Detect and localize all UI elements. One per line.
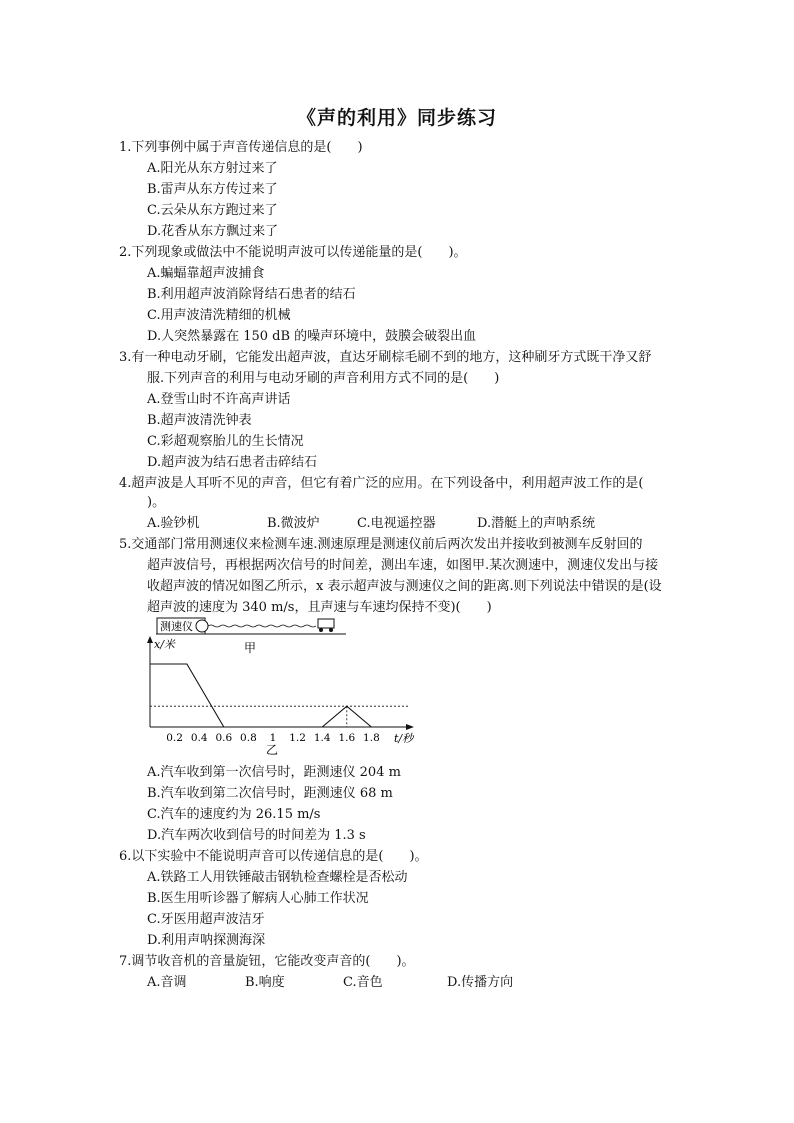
x-tick-label: 0.4 (190, 732, 208, 744)
device-label: 测速仪 (160, 620, 193, 633)
q6-option-d: D.利用声呐探测海深 (147, 933, 266, 948)
sound-wave (208, 625, 316, 627)
x-tick-label: 1.2 (289, 732, 306, 744)
car-body (318, 619, 334, 628)
q1-option-a: A.阳光从东方射过来了 (147, 161, 278, 176)
q7-option-a: A.音调 (147, 975, 187, 990)
q2-option-d: D.人突然暴露在 150 dB 的噪声环境中，鼓膜会破裂出血 (147, 329, 477, 344)
q7-options-row (147, 973, 567, 993)
car-wheel-front (329, 628, 333, 632)
q1-option-c: C.云朵从东方跑过来了 (147, 203, 278, 218)
figure-b-label: 乙 (266, 743, 279, 757)
question-5-stem: 5.交通部门常用测速仪来检测车速.测速原理是测速仪前后两次发出并接收到被测车反射回的 (119, 537, 643, 552)
x-tick-label: 0.2 (166, 732, 183, 744)
q4-option-b: B.微波炉 (267, 516, 320, 531)
question-3-stem-cont: 服.下列声音的利用与电动牙刷的声音利用方式不同的是( ) (147, 371, 500, 386)
q5-option-b: B.汽车收到第二次信号时，距测速仪 68 m (147, 786, 393, 801)
q7-option-b: B.响度 (245, 975, 285, 990)
question-4-stem-cont: )。 (147, 495, 166, 510)
q6-option-c: C.牙医用超声波洁牙 (147, 912, 265, 927)
x-tick-label: 1.6 (338, 732, 356, 744)
question-5-stem-line-2: 超声波信号，再根据两次信号的时间差，测出车速，如图甲.某次测速中，测速仪发出与接 (147, 558, 659, 573)
distance-time-line (150, 664, 371, 727)
x-axis-arrow (406, 724, 414, 730)
q6-option-b: B.医生用听诊器了解病人心肺工作状况 (147, 891, 369, 906)
question-3-stem: 3.有一种电动牙刷，它能发出超声波，直达牙刷棕毛刷不到的地方，这种刷牙方式既干净又舒 (119, 350, 652, 365)
q4-options-row (147, 514, 707, 534)
q2-option-a: A.蝙蝠靠超声波捕食 (147, 266, 265, 281)
q3-option-b: B.超声波清洗钟表 (147, 413, 252, 428)
page-title: 《声的利用》同步练习 (296, 107, 497, 129)
x-tick-label: 1 (269, 732, 277, 744)
car-wheel-rear (319, 628, 323, 632)
question-5-stem-line-3: 收超声波的情况如图乙所示，x 表示超声波与测速仪之间的距离.则下列说法中错误的是(设 (147, 579, 662, 594)
q3-option-c: C.彩超观察胎儿的生长情况 (147, 434, 304, 449)
x-axis-label: t/秒 (394, 732, 414, 745)
q4-option-d: D.潜艇上的声呐系统 (477, 516, 596, 531)
q7-option-c: C.音色 (343, 975, 383, 990)
q5-option-d: D.汽车两次收到信号的时间差为 1.3 s (147, 828, 366, 843)
figure-b-chart (140, 636, 430, 760)
q5-option-c: C.汽车的速度约为 26.15 m/s (147, 807, 321, 822)
q6-option-a: A.铁路工人用铁锤敲击钢轨检查螺栓是否松动 (147, 870, 408, 885)
x-tick-label: 1.8 (363, 732, 380, 744)
q3-option-d: D.超声波为结石患者击碎结石 (147, 455, 318, 470)
question-2-stem: 2.下列现象或做法中不能说明声波可以传递能量的是( )。 (119, 245, 467, 260)
x-tick-label: 1.4 (313, 732, 331, 744)
q1-option-b: B.雷声从东方传过来了 (147, 182, 278, 197)
q1-option-d: D.花香从东方飘过来了 (147, 224, 279, 239)
question-7-stem: 7.调节收音机的音量旋钮，它能改变声音的( )。 (119, 954, 415, 969)
q4-option-c: C.电视遥控器 (357, 516, 436, 531)
question-5-stem-line-4: 超声波的速度为 340 m/s，且声速与车速均保持不变)( ) (147, 600, 492, 615)
x-tick-label: 0.6 (215, 732, 233, 744)
question-1-stem: 1.下列事例中属于声音传递信息的是( ) (119, 140, 363, 155)
q7-option-d: D.传播方向 (447, 975, 514, 990)
device-emitter (196, 620, 208, 632)
question-6-stem: 6.以下实验中不能说明声音可以传递信息的是( )。 (119, 849, 428, 864)
q5-option-a: A.汽车收到第一次信号时，距测速仪 204 m (147, 765, 401, 780)
q2-option-b: B.利用超声波消除肾结石患者的结石 (147, 287, 356, 302)
figure-a-label: 甲 (244, 641, 257, 655)
y-axis-arrow (147, 636, 153, 643)
q4-option-a: A.验钞机 (147, 516, 200, 531)
q3-option-a: A.登雪山时不许高声讲话 (147, 392, 291, 407)
question-4-stem: 4.超声波是人耳听不见的声音，但它有着广泛的应用。在下列设备中，利用超声波工作的是( (119, 476, 644, 491)
q2-option-c: C.用声波清洗精细的机械 (147, 308, 291, 323)
y-axis-label: x/米 (154, 638, 175, 651)
x-tick-label: 0.8 (240, 732, 257, 744)
